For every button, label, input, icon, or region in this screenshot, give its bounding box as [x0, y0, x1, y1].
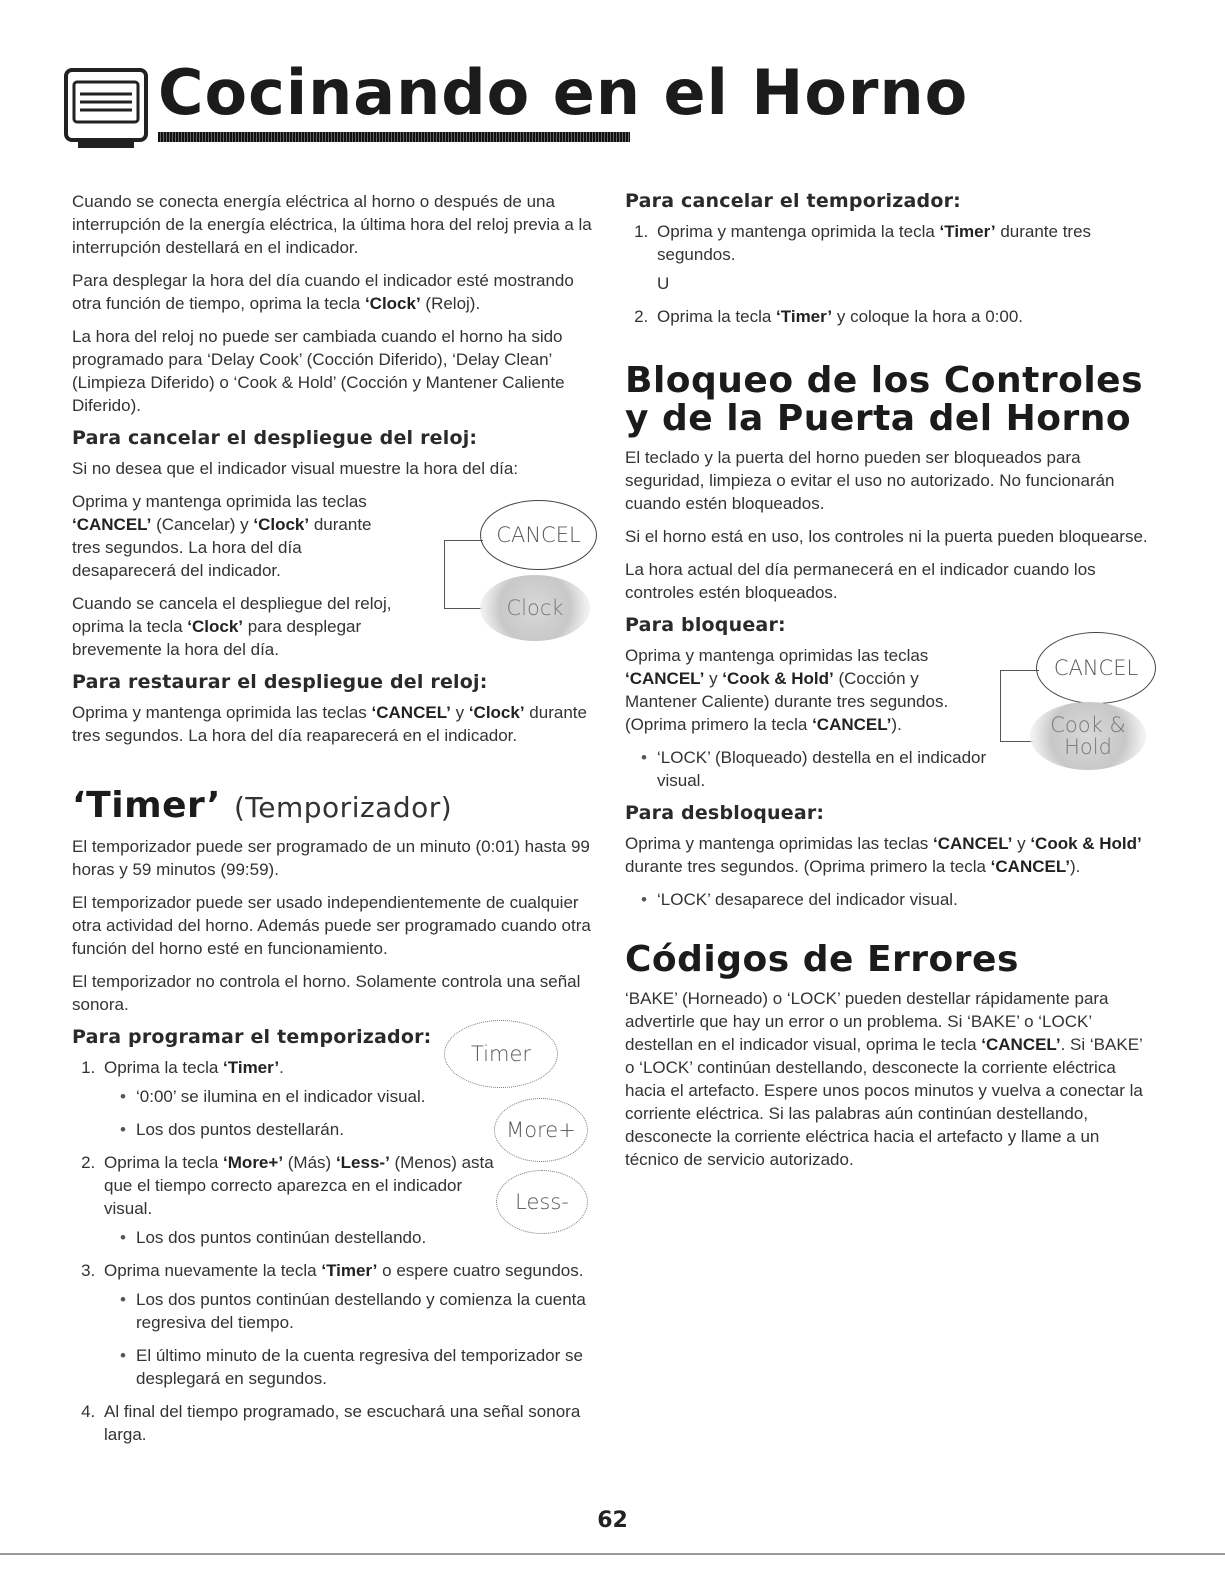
- cancel-key: CANCEL: [1036, 632, 1156, 704]
- list-item: • ‘0:00’ se ilumina en el indicador visual.: [120, 1085, 602, 1108]
- errors-paragraph: ‘BAKE’ (Horneado) o ‘LOCK’ pueden destellar rápidamente para advertirle que hay un error o un problema. Si ‘BAKE’ o ‘LOCK’ destellan en el indicador visual, oprima le tecla ‘CANCEL’. Si ‘BAKE’ o ‘LOCK’ continúan destellando, desconecte la corriente eléctrica hacia el artefacto. Espere unos pocos minutos y vuelva a conectar la corriente eléctrica. Si las palabras aún continúan destellando, desconecte la corriente eléctrica hacia el artefacto y llame a un técnico de servicio autorizado.: [625, 989, 1143, 1169]
- less-key: Less-: [496, 1170, 588, 1234]
- restore-clock-heading: Para restaurar el despliegue del reloj:: [72, 671, 488, 693]
- lock-heading: Para bloquear:: [625, 614, 786, 636]
- cancel-timer-heading: Para cancelar el temporizador:: [625, 190, 961, 212]
- cook-hold-key-line-1: Cook &: [1050, 713, 1126, 737]
- list-item: • Los dos puntos destellarán.: [120, 1118, 602, 1141]
- cancel-clock-connector: [444, 540, 483, 609]
- lock-section-heading: Bloqueo de los Controles y de la Puerta del Horno: [625, 360, 1144, 439]
- unlock-instruction: Oprima y mantenga oprimidas las teclas ‘CANCEL’ y ‘Cook & Hold’ durante tres segundos. (Oprima primero la tecla ‘CANCEL’).: [625, 834, 1142, 876]
- timer-heading: ‘Timer’ (Temporizador): [72, 785, 453, 826]
- cancel-key: CANCEL: [480, 500, 597, 570]
- timer-paragraph-3: El temporizador no controla el horno. Solamente controla una señal sonora.: [72, 972, 581, 1014]
- list-item: • Los dos puntos continúan destellando.: [120, 1226, 494, 1249]
- list-item: • El último minuto de la cuenta regresiva del temporizador se desplegará en segundos.: [120, 1344, 602, 1390]
- or-separator: U: [657, 274, 670, 293]
- program-step-3: 3. Oprima nuevamente la tecla ‘Timer’ o espere cuatro segundos. • Los dos puntos continúan destellando y comienza la cuenta regresiva del tiempo. • El último minuto de la cuenta regresiva del temporizador se desplegará en segundos.: [100, 1259, 602, 1390]
- intro-paragraph-1: Cuando se conecta energía eléctrica al horno o después de una interrupción de la energía eléctrica, la última hora del reloj previa a la interrupción destellará en el indicador.: [72, 192, 592, 257]
- list-item: • Los dos puntos continúan destellando y comienza la cuenta regresiva del tiempo.: [120, 1288, 602, 1334]
- intro-paragraph-3: La hora del reloj no puede ser cambiada cuando el horno ha sido programado para ‘Delay Cook’ (Cocción Diferido), ‘Delay Clean’ (Limpieza Diferido) o ‘Cook & Hold’ (Cocción y Mantener Caliente Diferido).: [72, 327, 565, 415]
- program-step-2: 2. Oprima la tecla ‘More+’ (Más) ‘Less-’ (Menos) asta que el tiempo correcto aparezca en el indicador visual. • Los dos puntos continúan destellando.: [100, 1151, 494, 1249]
- cancel-clock-note: Cuando se cancela el despliegue del reloj, oprima la tecla ‘Clock’ para desplegar brevemente la hora del día.: [72, 594, 392, 659]
- left-column: [72, 190, 602, 1456]
- timer-paragraph-1: El temporizador puede ser programado de un minuto (0:01) hasta 99 horas y 59 minutos (99:59).: [72, 837, 590, 879]
- cancel-timer-step-2: 2. Oprima la tecla ‘Timer’ y coloque la hora a 0:00.: [653, 305, 1155, 328]
- list-item: • ‘LOCK’ (Bloqueado) destella en el indicador visual.: [641, 746, 991, 792]
- program-timer-heading: Para programar el temporizador:: [72, 1026, 432, 1048]
- cancel-clock-intro: Si no desea que el indicador visual muestre la hora del día:: [72, 459, 519, 478]
- cancel-clock-instruction: Oprima y mantenga oprimida las teclas ‘CANCEL’ (Cancelar) y ‘Clock’ durante tres segundos. La hora del día desaparecerá del indicador.: [72, 492, 372, 580]
- list-item: • ‘LOCK’ desaparece del indicador visual.: [641, 888, 1155, 911]
- lock-paragraph-2: Si el horno está en uso, los controles ni la puerta pueden bloquearse.: [625, 527, 1148, 546]
- timer-key: Timer: [444, 1020, 558, 1088]
- page-title: Cocinando en el Horno: [158, 56, 969, 129]
- program-step-4: 4. Al final del tiempo programado, se escuchará una señal sonora larga.: [100, 1400, 602, 1446]
- footer-rule: [0, 1553, 1225, 1555]
- more-key: More+: [494, 1098, 588, 1162]
- cancel-clock-heading: Para cancelar el despliegue del reloj:: [72, 427, 478, 449]
- lock-paragraph-3: La hora actual del día permanecerá en el indicador cuando los controles estén bloqueados.: [625, 560, 1096, 602]
- clock-key: Clock: [480, 575, 590, 641]
- cook-hold-key-line-2: Hold: [1064, 735, 1112, 759]
- lock-instruction: Oprima y mantenga oprimidas las teclas ‘CANCEL’ y ‘Cook & Hold’ (Cocción y Mantener Caliente) durante tres segundos. (Oprima primero la tecla ‘CANCEL’).: [625, 646, 949, 734]
- oven-icon: [64, 68, 148, 152]
- restore-clock-instruction: Oprima y mantenga oprimida las teclas ‘CANCEL’ y ‘Clock’ durante tres segundos. La hora del día reaparecerá en el indicador.: [72, 703, 587, 745]
- intro-paragraph-2: Para desplegar la hora del día cuando el indicador esté mostrando otra función de tiempo, oprima la tecla ‘Clock’ (Reloj).: [72, 271, 574, 313]
- title-rule: [158, 132, 630, 142]
- page-number: 62: [597, 1508, 628, 1533]
- cancel-timer-steps: [625, 220, 1155, 328]
- errors-heading: Códigos de Errores: [625, 939, 1019, 980]
- cancel-timer-step-1: 1. Oprima y mantenga oprimida la tecla ‘Timer’ durante tres segundos. U: [653, 220, 1155, 295]
- timer-paragraph-2: El temporizador puede ser usado independientemente de cualquier otra actividad del horno. Además puede ser programado cuando otra función del horno esté en funcionamiento.: [72, 893, 591, 958]
- cook-hold-key: [1030, 702, 1146, 770]
- lock-paragraph-1: El teclado y la puerta del horno pueden ser bloqueados para seguridad, limpieza o evitar el uso no autorizado. No funcionarán cuando estén bloqueados.: [625, 448, 1115, 513]
- program-step-1: 1. Oprima la tecla ‘Timer’. • ‘0:00’ se ilumina en el indicador visual. • Los dos puntos destellarán.: [100, 1056, 602, 1141]
- unlock-heading: Para desbloquear:: [625, 802, 825, 824]
